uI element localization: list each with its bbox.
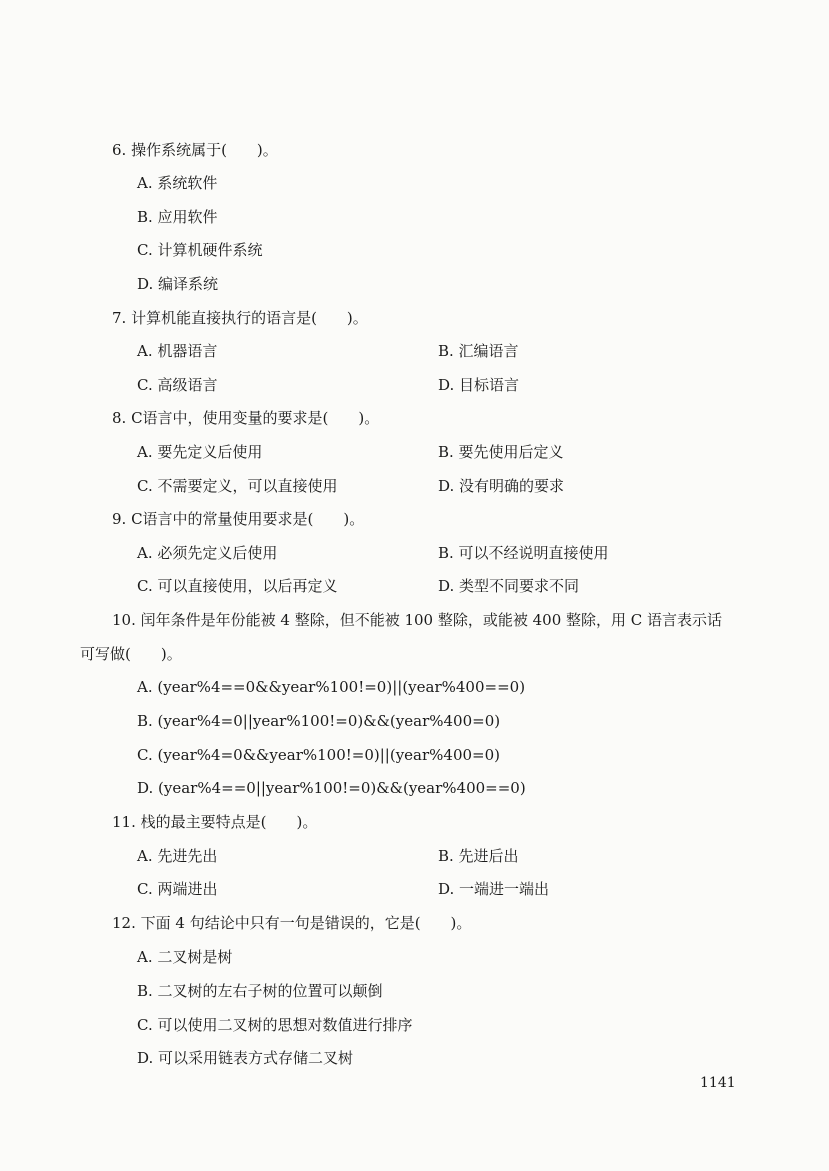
question-6-option-d: D. 编译系统 bbox=[137, 275, 219, 293]
question-10-option-c: C. (year%4=0&&year%100!=0)||(year%400=0) bbox=[137, 746, 501, 764]
question-11-stem: 11. 栈的最主要特点是( )。 bbox=[112, 813, 318, 831]
question-11-option-c: C. 两端进出 bbox=[137, 880, 218, 898]
question-7-option-d: D. 目标语言 bbox=[438, 376, 520, 394]
question-11-option-a: A. 先进先出 bbox=[137, 847, 218, 865]
question-7-option-b: B. 汇编语言 bbox=[438, 342, 519, 360]
question-12-option-c: C. 可以使用二叉树的思想对数值进行排序 bbox=[137, 1016, 413, 1034]
question-8-option-a: A. 要先定义后使用 bbox=[137, 443, 263, 461]
question-12-option-a: A. 二叉树是树 bbox=[137, 948, 233, 966]
question-12-stem: 12. 下面 4 句结论中只有一句是错误的，它是( )。 bbox=[112, 914, 472, 932]
page-number: 1141 bbox=[700, 1075, 736, 1091]
question-6-option-b: B. 应用软件 bbox=[137, 208, 218, 226]
question-9-option-c: C. 可以直接使用，以后再定义 bbox=[137, 577, 338, 595]
question-8-option-b: B. 要先使用后定义 bbox=[438, 443, 564, 461]
question-9-option-d: D. 类型不同要求不同 bbox=[438, 577, 580, 595]
question-6-stem: 6. 操作系统属于( )。 bbox=[112, 141, 278, 159]
question-11-option-d: D. 一端进一端出 bbox=[438, 880, 550, 898]
question-10-stem: 10. 闰年条件是年份能被 4 整除，但不能被 100 整除，或能被 400 整除，用 C 语言表示话 bbox=[112, 611, 723, 629]
question-8-stem: 8. C语言中，使用变量的要求是( )。 bbox=[112, 409, 380, 427]
question-8-option-c: C. 不需要定义，可以直接使用 bbox=[137, 477, 338, 495]
question-11-option-b: B. 先进后出 bbox=[438, 847, 519, 865]
question-10-option-a: A. (year%4==0&&year%100!=0)||(year%400==0) bbox=[137, 678, 526, 696]
question-9-option-b: B. 可以不经说明直接使用 bbox=[438, 544, 609, 562]
question-8-option-d: D. 没有明确的要求 bbox=[438, 477, 565, 495]
question-12-option-d: D. 可以采用链表方式存储二叉树 bbox=[137, 1049, 354, 1067]
question-6-option-c: C. 计算机硬件系统 bbox=[137, 241, 263, 259]
question-7-option-c: C. 高级语言 bbox=[137, 376, 218, 394]
question-9-option-a: A. 必须先定义后使用 bbox=[137, 544, 278, 562]
question-7-stem: 7. 计算机能直接执行的语言是( )。 bbox=[112, 309, 368, 327]
question-6-option-a: A. 系统软件 bbox=[137, 174, 218, 192]
question-7-option-a: A. 机器语言 bbox=[137, 342, 218, 360]
question-10-option-d: D. (year%4==0||year%100!=0)&&(year%400==0) bbox=[137, 779, 526, 797]
question-10-option-b: B. (year%4=0||year%100!=0)&&(year%400=0) bbox=[137, 712, 501, 730]
question-9-stem: 9. C语言中的常量使用要求是( )。 bbox=[112, 510, 365, 528]
question-10-stem-continued: 可写做( )。 bbox=[80, 645, 182, 663]
question-12-option-b: B. 二叉树的左右子树的位置可以颠倒 bbox=[137, 982, 383, 1000]
